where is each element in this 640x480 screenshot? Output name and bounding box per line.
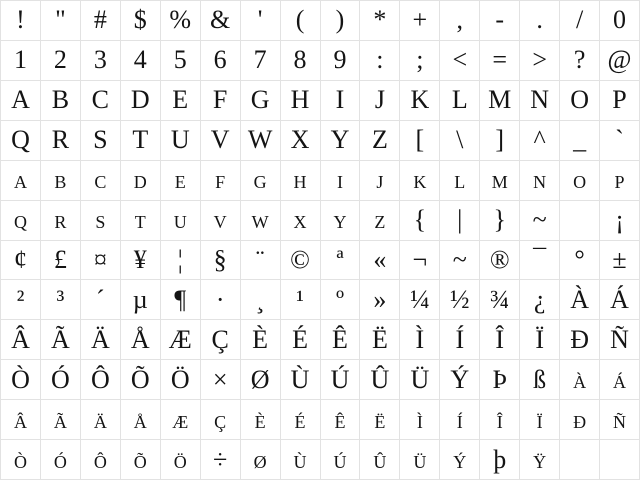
char-cell: T	[121, 121, 160, 160]
char-cell: å	[121, 400, 160, 439]
char-cell: <	[440, 41, 479, 80]
char-cell: µ	[121, 280, 160, 319]
char-cell: ë	[360, 400, 399, 439]
char-cell: ò	[1, 440, 40, 479]
char-cell: Ì	[400, 320, 439, 359]
char-cell: ×	[201, 360, 240, 399]
char-cell: Æ	[161, 320, 200, 359]
char-cell: C	[81, 81, 120, 120]
char-cell: f	[201, 161, 240, 200]
char-cell: P	[600, 81, 639, 120]
char-cell: ô	[81, 440, 120, 479]
char-cell: Î	[480, 320, 519, 359]
char-cell: ß	[520, 360, 559, 399]
char-cell: ¢	[1, 241, 40, 280]
char-cell: È	[241, 320, 280, 359]
char-cell: ä	[81, 400, 120, 439]
char-cell: V	[201, 121, 240, 160]
char-cell: r	[41, 201, 80, 240]
char-cell: 5	[161, 41, 200, 80]
char-cell: L	[440, 81, 479, 120]
char-cell: h	[281, 161, 320, 200]
char-cell: R	[41, 121, 80, 160]
char-cell: ,	[440, 1, 479, 40]
char-cell: ´	[81, 280, 120, 319]
char-cell: ï	[520, 400, 559, 439]
char-cell: D	[121, 81, 160, 120]
char-cell: õ	[121, 440, 160, 479]
char-cell: ý	[440, 440, 479, 479]
char-cell: -	[480, 1, 519, 40]
char-cell: j	[360, 161, 399, 200]
char-cell: Í	[440, 320, 479, 359]
char-cell: $	[121, 1, 160, 40]
char-cell: ~	[520, 201, 559, 240]
char-cell: ©	[281, 241, 320, 280]
char-cell: >	[520, 41, 559, 80]
char-cell: Ö	[161, 360, 200, 399]
char-cell: K	[400, 81, 439, 120]
char-cell: J	[360, 81, 399, 120]
char-cell: £	[41, 241, 80, 280]
char-cell: à	[560, 360, 599, 399]
char-cell: ¸	[241, 280, 280, 319]
char-cell: =	[480, 41, 519, 80]
char-cell: Z	[360, 121, 399, 160]
char-cell: S	[81, 121, 120, 160]
char-cell: ì	[400, 400, 439, 439]
char-cell: U	[161, 121, 200, 160]
char-cell: º	[321, 280, 360, 319]
char-cell: ¤	[81, 241, 120, 280]
char-cell: Â	[1, 320, 40, 359]
char-cell: Q	[1, 121, 40, 160]
char-cell: O	[560, 81, 599, 120]
char-cell: G	[241, 81, 280, 120]
char-cell: :	[360, 41, 399, 80]
char-cell: Û	[360, 360, 399, 399]
char-cell: v	[201, 201, 240, 240]
empty-cell	[560, 440, 599, 479]
char-cell: Ü	[400, 360, 439, 399]
char-cell: Ã	[41, 320, 80, 359]
char-cell: á	[600, 360, 639, 399]
char-cell: I	[321, 81, 360, 120]
char-cell: H	[281, 81, 320, 120]
char-cell: þ	[480, 440, 519, 479]
char-cell: 9	[321, 41, 360, 80]
char-cell: Ù	[281, 360, 320, 399]
char-cell: Ä	[81, 320, 120, 359]
char-cell: ?	[560, 41, 599, 80]
char-cell: ê	[321, 400, 360, 439]
char-cell: ®	[480, 241, 519, 280]
char-cell: É	[281, 320, 320, 359]
char-cell: ö	[161, 440, 200, 479]
char-cell: A	[1, 81, 40, 120]
char-cell: /	[560, 1, 599, 40]
char-cell: î	[480, 400, 519, 439]
char-cell: û	[360, 440, 399, 479]
char-cell: Ç	[201, 320, 240, 359]
char-cell: ã	[41, 400, 80, 439]
char-cell: é	[281, 400, 320, 439]
char-cell: ü	[400, 440, 439, 479]
char-cell: ÿ	[520, 440, 559, 479]
char-cell: «	[360, 241, 399, 280]
char-cell: &	[201, 1, 240, 40]
char-cell: M	[480, 81, 519, 120]
char-cell: ~	[440, 241, 479, 280]
char-cell: ñ	[600, 400, 639, 439]
char-cell: b	[41, 161, 80, 200]
char-cell: `	[600, 121, 639, 160]
char-cell: m	[480, 161, 519, 200]
char-cell: Ê	[321, 320, 360, 359]
char-cell: Ë	[360, 320, 399, 359]
char-cell: Õ	[121, 360, 160, 399]
char-cell: *	[360, 1, 399, 40]
char-cell: ù	[281, 440, 320, 479]
char-cell: è	[241, 400, 280, 439]
char-cell: ¦	[161, 241, 200, 280]
char-cell: ¡	[600, 201, 639, 240]
char-cell: Ò	[1, 360, 40, 399]
char-cell: 7	[241, 41, 280, 80]
char-cell: p	[600, 161, 639, 200]
char-cell: n	[520, 161, 559, 200]
char-cell: g	[241, 161, 280, 200]
char-cell: c	[81, 161, 120, 200]
char-cell: i	[321, 161, 360, 200]
char-cell: À	[560, 280, 599, 319]
char-cell: a	[1, 161, 40, 200]
char-cell: 6	[201, 41, 240, 80]
char-cell: N	[520, 81, 559, 120]
char-cell: !	[1, 1, 40, 40]
char-cell: ç	[201, 400, 240, 439]
char-cell: [	[400, 121, 439, 160]
char-cell: í	[440, 400, 479, 439]
char-cell: s	[81, 201, 120, 240]
char-cell: 4	[121, 41, 160, 80]
char-cell: {	[400, 201, 439, 240]
char-cell: l	[440, 161, 479, 200]
char-cell: ¾	[480, 280, 519, 319]
char-cell: }	[480, 201, 519, 240]
char-cell: x	[281, 201, 320, 240]
char-cell: ð	[560, 400, 599, 439]
char-cell: u	[161, 201, 200, 240]
char-cell: B	[41, 81, 80, 120]
char-cell: ½	[440, 280, 479, 319]
char-cell: .	[520, 1, 559, 40]
char-cell: 1	[1, 41, 40, 80]
char-cell: Ý	[440, 360, 479, 399]
char-cell: Ï	[520, 320, 559, 359]
char-cell: Ð	[560, 320, 599, 359]
char-cell: 0	[600, 1, 639, 40]
char-cell: ¹	[281, 280, 320, 319]
char-cell: ø	[241, 440, 280, 479]
char-cell: Ñ	[600, 320, 639, 359]
char-cell: ^	[520, 121, 559, 160]
char-cell: E	[161, 81, 200, 120]
char-cell: Y	[321, 121, 360, 160]
char-cell: +	[400, 1, 439, 40]
char-cell: ¬	[400, 241, 439, 280]
char-cell: ²	[1, 280, 40, 319]
char-cell: e	[161, 161, 200, 200]
char-cell: ÷	[201, 440, 240, 479]
char-cell: ª	[321, 241, 360, 280]
char-cell: Å	[121, 320, 160, 359]
char-cell: w	[241, 201, 280, 240]
char-cell: |	[440, 201, 479, 240]
char-cell: ¿	[520, 280, 559, 319]
char-cell: §	[201, 241, 240, 280]
char-cell: Þ	[480, 360, 519, 399]
char-cell: (	[281, 1, 320, 40]
char-cell: â	[1, 400, 40, 439]
char-cell: 8	[281, 41, 320, 80]
char-cell: o	[560, 161, 599, 200]
char-cell: ¯	[520, 241, 559, 280]
char-cell: d	[121, 161, 160, 200]
char-cell: "	[41, 1, 80, 40]
char-cell: ·	[201, 280, 240, 319]
char-cell: æ	[161, 400, 200, 439]
char-cell: \	[440, 121, 479, 160]
char-cell: 2	[41, 41, 80, 80]
char-cell: t	[121, 201, 160, 240]
char-cell: ]	[480, 121, 519, 160]
char-cell: ¼	[400, 280, 439, 319]
char-cell: k	[400, 161, 439, 200]
char-cell: ±	[600, 241, 639, 280]
char-cell: #	[81, 1, 120, 40]
char-cell: »	[360, 280, 399, 319]
char-cell: F	[201, 81, 240, 120]
char-cell: '	[241, 1, 280, 40]
char-cell: ¨	[241, 241, 280, 280]
char-cell: ;	[400, 41, 439, 80]
char-cell: q	[1, 201, 40, 240]
empty-cell	[600, 440, 639, 479]
char-cell: )	[321, 1, 360, 40]
char-cell: ¶	[161, 280, 200, 319]
char-cell: Ó	[41, 360, 80, 399]
char-cell: 3	[81, 41, 120, 80]
char-cell: _	[560, 121, 599, 160]
char-cell: Ú	[321, 360, 360, 399]
char-cell: Ô	[81, 360, 120, 399]
char-cell: Á	[600, 280, 639, 319]
char-cell: ³	[41, 280, 80, 319]
char-cell: @	[600, 41, 639, 80]
char-cell: %	[161, 1, 200, 40]
char-cell: z	[360, 201, 399, 240]
char-cell: ó	[41, 440, 80, 479]
char-cell: W	[241, 121, 280, 160]
char-cell: y	[321, 201, 360, 240]
char-cell: ¥	[121, 241, 160, 280]
char-cell: X	[281, 121, 320, 160]
char-cell: °	[560, 241, 599, 280]
empty-cell	[560, 201, 599, 240]
char-cell: Ø	[241, 360, 280, 399]
char-cell: ú	[321, 440, 360, 479]
